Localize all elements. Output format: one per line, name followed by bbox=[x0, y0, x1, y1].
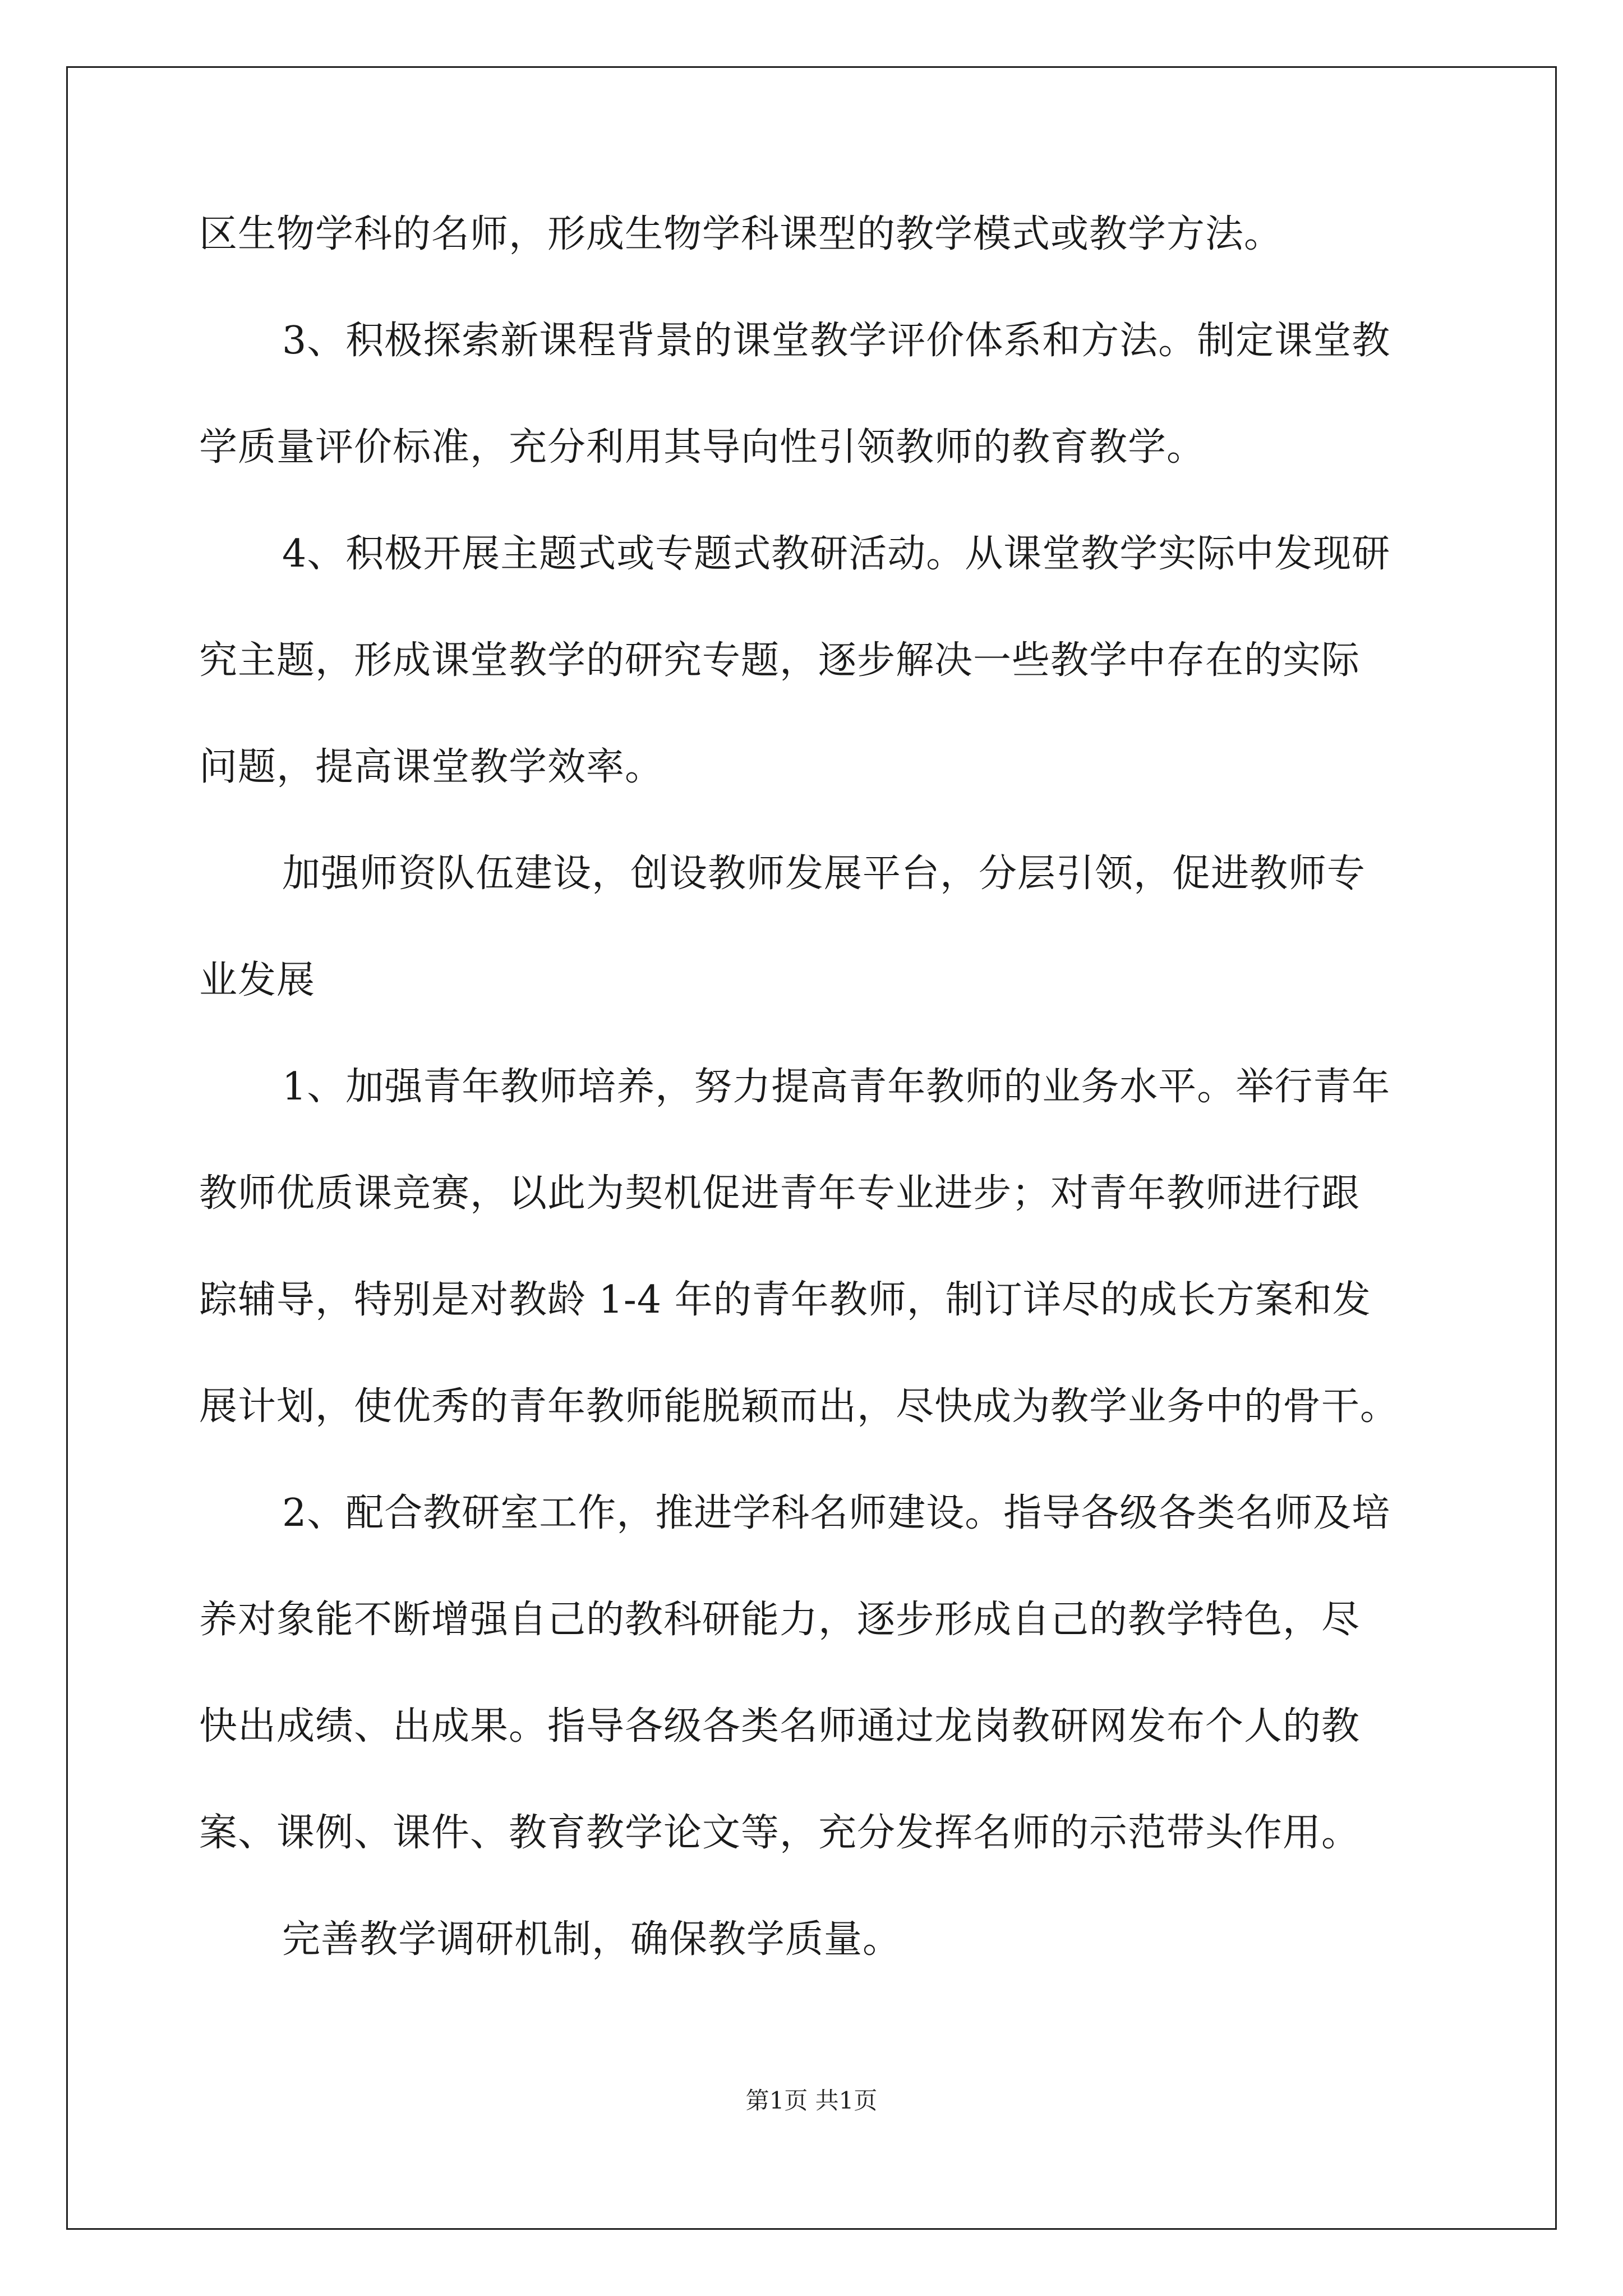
text-line: 问题，提高课堂教学效率。 bbox=[199, 745, 664, 789]
page-frame bbox=[66, 66, 1557, 2230]
text-line: 4、积极开展主题式或专题式教研活动。从课堂教学实际中发现研 bbox=[282, 532, 1391, 576]
text-line: 教师优质课竞赛，以此为契机促进青年专业进步；对青年教师进行跟 bbox=[199, 1171, 1361, 1216]
text-line: 业发展 bbox=[199, 958, 316, 1002]
text-line: 踪辅导，特别是对教龄 1-4 年的青年教师，制订详尽的成长方案和发 bbox=[199, 1278, 1371, 1322]
text-line: 究主题，形成课堂教学的研究专题，逐步解决一些教学中存在的实际 bbox=[199, 638, 1361, 683]
page-number-footer: 第1页 共1页 bbox=[745, 2087, 878, 2114]
text-line: 3、积极探索新课程背景的课堂教学评价体系和方法。制定课堂教 bbox=[282, 319, 1391, 363]
text-line: 加强师资队伍建设，创设教师发展平台，分层引领，促进教师专 bbox=[282, 852, 1366, 896]
text-line: 2、配合教研室工作，推进学科名师建设。指导各级各类名师及培 bbox=[282, 1491, 1391, 1535]
text-line: 快出成绩、出成果。指导各级各类名师通过龙岗教研网发布个人的教 bbox=[199, 1704, 1361, 1749]
text-line: 完善教学调研机制，确保教学质量。 bbox=[282, 1917, 902, 1962]
text-line: 学质量评价标准，充分利用其导向性引领教师的教育教学。 bbox=[199, 425, 1206, 470]
text-line: 养对象能不断增强自己的教科研能力，逐步形成自己的教学特色，尽 bbox=[199, 1598, 1361, 1642]
text-line: 1、加强青年教师培养，努力提高青年教师的业务水平。举行青年 bbox=[282, 1065, 1391, 1109]
text-line: 区生物学科的名师，形成生物学科课型的教学模式或教学方法。 bbox=[199, 212, 1283, 256]
text-line: 展计划，使优秀的青年教师能脱颖而出，尽快成为教学业务中的骨干。 bbox=[199, 1384, 1399, 1429]
text-line: 案、课例、课件、教育教学论文等，充分发挥名师的示范带头作用。 bbox=[199, 1811, 1361, 1855]
